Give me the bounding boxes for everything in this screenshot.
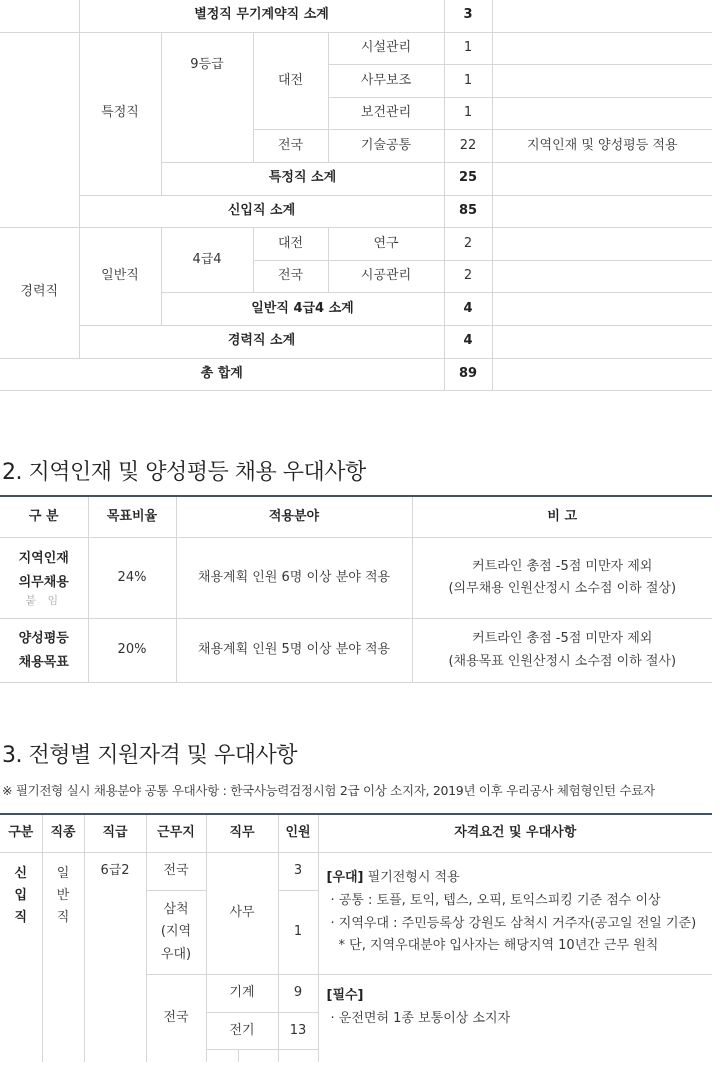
region-cell: 전국 — [253, 130, 328, 163]
table-row — [0, 228, 712, 261]
preference-cell: [우대] 필기전형시 적용 · 공통 : 토플, 토익, 텝스, 오픽, 토익스피킹 기준 점수 이상 · 지역우대 : 주민등록상 강원도 삼척시 거주자(공고일 전일 기준) * 단, 지역우대분야 입사자는 해당지역 10년간 근무 원칙 — [318, 853, 712, 975]
preference-title: [우대] — [326, 870, 364, 885]
subtotal-count: 85 — [444, 195, 492, 228]
type-cell: 일반직 — [79, 228, 161, 326]
table-row — [0, 32, 712, 65]
category-line: 의무채용 — [18, 574, 69, 590]
headcount-cell: 3 — [278, 853, 318, 891]
recruitment-count-table — [0, 0, 712, 391]
category-cell: 경력직 — [0, 228, 79, 358]
field-cell: 채용계획 인원 6명 이상 분야 적용 — [176, 538, 412, 619]
table-row — [0, 358, 712, 391]
job-cell: 기술공통 — [328, 130, 444, 163]
table-row — [0, 619, 712, 683]
job-cell: 보건관리 — [328, 97, 444, 130]
region-cell: 대전 — [253, 228, 328, 261]
duty-cell: 사무 — [206, 853, 278, 975]
note-cell: 지역인재 및 양성평등 적용 — [492, 130, 712, 163]
count-cell: 2 — [444, 228, 492, 261]
column-header: 적용분야 — [176, 496, 412, 538]
total-label: 총 합계 — [0, 358, 444, 391]
preference-table — [0, 495, 712, 683]
count-cell: 1 — [444, 32, 492, 65]
total-count: 89 — [444, 358, 492, 391]
remark-line: (채용목표 인원산정시 소수점 이하 절사) — [448, 653, 677, 669]
remark-line: 커트라인 총점 -5점 미만자 제외 — [472, 631, 653, 647]
field-cell: 채용계획 인원 5명 이상 분야 적용 — [176, 619, 412, 683]
ratio-cell: 24% — [88, 538, 176, 619]
location-cell: 전국 — [146, 975, 206, 1063]
table-row — [0, 325, 712, 358]
column-header: 구 분 — [0, 496, 88, 538]
duty-cell: 기계 — [206, 975, 278, 1013]
job-cell: 시공관리 — [328, 260, 444, 293]
remark-line: 커트라인 총점 -5점 미만자 제외 — [472, 558, 653, 574]
requirement-title: [필수] — [326, 988, 364, 1003]
table-row — [0, 195, 712, 228]
category-cell: 신 입 직 — [0, 853, 42, 1063]
section-2-heading: 2. 지역인재 및 양성평등 채용 우대사항 — [2, 460, 366, 485]
subtotal-label: 별정직 무기계약직 소계 — [79, 0, 444, 32]
remark-cell — [412, 619, 712, 683]
table-row — [0, 853, 712, 891]
requirement-cell — [318, 975, 712, 1063]
category-cell: 특정직 — [79, 32, 161, 195]
count-cell: 1 — [444, 65, 492, 98]
common-preference-note: ※ 필기전형 실시 채용분야 공통 우대사항 : 한국사능력검정시험 2급 이상 소지자, 2019년 이후 우리공사 체험형인턴 수료자 — [2, 783, 655, 798]
subtotal-count: 4 — [444, 293, 492, 326]
category-cell — [0, 619, 88, 683]
count-cell: 22 — [444, 130, 492, 163]
category-line: 채용목표 — [18, 654, 69, 670]
qualification-table — [0, 813, 712, 1062]
preference-line: · 공통 : 토플, 토익, 텝스, 오픽, 토익스피킹 기준 점수 이상 — [330, 892, 661, 908]
column-header: 인원 — [278, 814, 318, 853]
ratio-cell: 20% — [88, 619, 176, 683]
subtotal-label: 특정직 소계 — [161, 162, 444, 195]
subtotal-label: 경력직 소계 — [79, 325, 444, 358]
count-cell: 1 — [444, 97, 492, 130]
headcount-cell: 9 — [278, 975, 318, 1013]
job-cell: 사무보조 — [328, 65, 444, 98]
column-header: 직급 — [84, 814, 146, 853]
column-header: 목표비율 — [88, 496, 176, 538]
remark-line: (의무채용 인원산정시 소수점 이하 절상) — [448, 581, 677, 596]
grade-cell: 6급2 — [84, 853, 146, 1063]
table-row — [0, 538, 712, 619]
column-header: 자격요건 및 우대사항 — [318, 814, 712, 853]
location-cell: 삼척 (지역 우대) — [146, 891, 206, 975]
count-cell: 2 — [444, 260, 492, 293]
column-header: 구분 — [0, 814, 42, 853]
subtotal-label: 일반직 4급4 소계 — [161, 293, 444, 326]
headcount-cell: 13 — [278, 1013, 318, 1050]
remark-cell — [412, 538, 712, 619]
attachment-link[interactable]: 붙 임 — [25, 594, 63, 608]
subtotal-count: 4 — [444, 325, 492, 358]
preference-line: * 단, 지역우대분야 입사자는 해당지역 10년간 근무 원칙 — [338, 938, 659, 954]
job-cell: 시설관리 — [328, 32, 444, 65]
section-3-heading: 3. 전형별 지원자격 및 우대사항 — [2, 743, 297, 768]
column-header: 근무지 — [146, 814, 206, 853]
region-cell: 대전 — [253, 32, 328, 130]
category-cell — [0, 538, 88, 619]
subtotal-count: 25 — [444, 162, 492, 195]
subtotal-label: 신입직 소계 — [79, 195, 444, 228]
location-cell: 전국 — [146, 853, 206, 891]
column-header: 비 고 — [412, 496, 712, 538]
category-line: 양성평등 — [18, 631, 69, 647]
headcount-cell: 1 — [278, 891, 318, 975]
preference-line: · 지역우대 : 주민등록상 강원도 삼척시 거주자(공고일 전일 기준) — [330, 915, 697, 931]
column-header: 직무 — [206, 814, 278, 853]
table-header-row — [0, 814, 712, 853]
grade-cell: 4급4 — [161, 228, 253, 293]
subtotal-count: 3 — [444, 0, 492, 32]
job-cell: 연구 — [328, 228, 444, 261]
table-row — [0, 0, 712, 32]
requirement-line: · 운전면허 1종 보통이상 소지자 — [330, 1010, 511, 1026]
category-line: 지역인재 — [18, 551, 69, 567]
jobtype-cell: 일 반 직 — [42, 853, 84, 1063]
table-header-row — [0, 496, 712, 538]
duty-cell: 전기 — [206, 1013, 278, 1050]
region-cell: 전국 — [253, 260, 328, 293]
grade-cell: 9등급 — [161, 32, 253, 162]
column-header: 직종 — [42, 814, 84, 853]
